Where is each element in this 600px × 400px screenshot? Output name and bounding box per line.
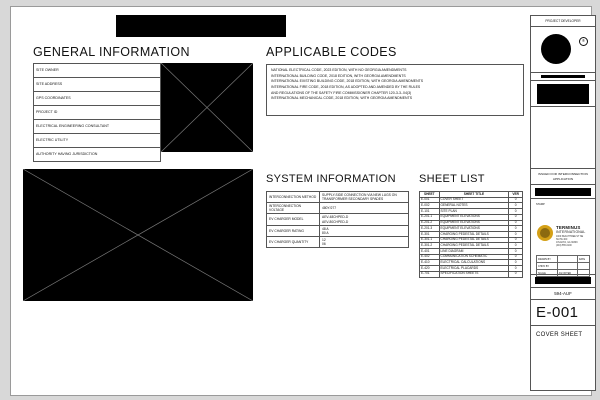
sheet-number: E-201.3 <box>420 226 440 232</box>
table-row <box>267 192 409 203</box>
sheet-version: 0 <box>509 266 523 272</box>
issued-for-note <box>531 169 595 185</box>
sheet-title: EQUIPMENT ELEVATIONS <box>439 220 509 226</box>
detail-extra: DATE <box>577 256 589 263</box>
logo-mark-icon <box>541 34 571 64</box>
detail-key: DRAWN BY <box>537 256 558 263</box>
sheet-title: ELECTRICAL PLACARDS <box>439 266 509 272</box>
detail-extra <box>577 263 589 270</box>
sheet-title: CHARGING PEDESTAL DETAILS <box>439 237 509 243</box>
sheet-number: E-402 <box>420 254 440 260</box>
sheet-number: E-201.2 <box>420 220 440 226</box>
code-line: NATIONAL ELECTRICAL CODE, 2023 EDITION, WITH NO GEORGIA AMENDMENTS <box>271 68 407 72</box>
project-number: 594-AUF <box>531 288 595 300</box>
sheet-number: E-002 <box>420 203 440 209</box>
system-info-key: EV CHARGER MODEL <box>267 214 320 225</box>
column-header-sheet-title: SHEET TITLE <box>439 192 509 198</box>
sheet-number: E-201.1 <box>420 214 440 220</box>
sheet-version: 0 <box>509 249 523 255</box>
system-info-key: INTERCONNECTION METHOD <box>267 192 320 203</box>
sheet-title: EQUIPMENT ELEVATIONS <box>439 214 509 220</box>
sheet-list-heading: SHEET LIST <box>419 173 485 185</box>
system-info-key: EV CHARGER QUANTITY <box>267 236 320 247</box>
code-line: INTERNATIONAL BUILDING CODE, 2018 EDITION, WITH GEORGIA AMENDMENTS <box>271 73 406 78</box>
system-info-value: SUPPLY-SIDE CONNECTION VIA NEW LUGS ON TRANSFORMER SECONDARY SPADES <box>320 192 409 203</box>
system-information-table <box>266 191 409 248</box>
sheet-number: E-401 <box>420 249 440 255</box>
system-info-value: AEV-48CHPED-D AEV-80CHPED-D <box>320 214 409 225</box>
drawing-sheet <box>10 6 592 396</box>
general-info-row-label: SITE ADDRESS <box>34 78 161 92</box>
code-line: INTERNATIONAL FIRE CODE, 2018 EDITION, AS ADOPTED AND AMENDED BY THE RULES <box>271 84 421 89</box>
sheet-version: 0 <box>509 271 523 277</box>
table-row <box>34 64 161 78</box>
sheet-title: COVER SHEET <box>439 197 509 203</box>
system-info-value: 48 A 80 A <box>320 225 409 236</box>
sheet-number: E-410 <box>420 260 440 266</box>
revision-history-area <box>531 107 595 169</box>
applicable-codes-list <box>266 64 524 116</box>
sheet-title: ELECTRICAL CALCULATIONS <box>439 260 509 266</box>
stamp-label: STAMP <box>536 203 545 206</box>
table-row <box>34 120 161 134</box>
sheet-version: 0 <box>509 209 523 215</box>
redacted-header-bar <box>116 15 286 37</box>
system-info-value: 480Y/277 <box>320 203 409 214</box>
project-developer-label: PROJECT DEVELOPER <box>531 16 595 27</box>
seal-inner-icon <box>540 228 550 238</box>
table-row <box>537 263 590 270</box>
sheet-version: 0 <box>509 214 523 220</box>
detail-key: CHK'D BY <box>537 263 558 270</box>
sheet-title-large: COVER SHEET <box>536 332 583 338</box>
sheet-title: COMMUNICATION SCHEMATIC <box>439 254 509 260</box>
table-row <box>34 134 161 148</box>
sheet-title: CHARGING PEDESTAL DETAILS <box>439 231 509 237</box>
sheet-version: 0 <box>509 197 523 203</box>
general-information-heading: GENERAL INFORMATION <box>33 45 190 59</box>
firm-name: TERMINUS <box>556 225 581 230</box>
redaction-bar <box>541 75 585 78</box>
redacted-project-info <box>531 81 595 107</box>
general-info-row-label: GPS COORDINATES <box>34 92 161 106</box>
sheet-number: E-301 <box>420 231 440 237</box>
developer-logo <box>531 27 595 73</box>
firm-address: 1000 PEACHTREE ST NE SUITE 400 ATLANTA, GA 30309 (404) 555-0100 <box>556 236 584 247</box>
general-info-row-label: SITE OWNER <box>34 64 161 78</box>
placeholder-cross-icon <box>23 169 253 301</box>
redacted-project-title <box>531 275 595 288</box>
detail-value <box>557 263 577 270</box>
sheet-version: 0 <box>509 226 523 232</box>
applicable-codes-heading: APPLICABLE CODES <box>266 45 397 59</box>
engineer-stamp-block <box>531 199 595 275</box>
sheet-number: E-420 <box>420 266 440 272</box>
system-info-key: EV CHARGER RATING <box>267 225 320 236</box>
table-row <box>267 236 409 247</box>
firm-name-secondary: INTERNATIONAL <box>556 230 586 234</box>
redacted-developer-name <box>531 73 595 81</box>
redaction-bar <box>535 188 591 196</box>
system-info-value: 12 06 <box>320 236 409 247</box>
sheet-title: GENERAL NOTES <box>439 203 509 209</box>
placeholder-cross-icon <box>161 63 253 152</box>
system-info-key: INTERCONNECTION VOLTAGE <box>267 203 320 214</box>
table-row <box>420 271 523 277</box>
drawing-detail-table <box>536 255 590 277</box>
detail-value <box>557 256 577 263</box>
table-row <box>267 225 409 236</box>
issued-for-text: ISSUED FOR INTERCONNECTION APPLICATION <box>538 172 588 181</box>
sheet-number: E-301.2 <box>420 243 440 249</box>
sheet-list-table <box>419 191 523 278</box>
sheet-number: E-001 <box>420 197 440 203</box>
sheet-number: E-301.1 <box>420 237 440 243</box>
sheet-title: SITE PLAN <box>439 209 509 215</box>
sheet-version: 0 <box>509 203 523 209</box>
code-line: INTERNATIONAL MECHANICAL CODE, 2018 EDITION, WITH GEORGIA AMENDMENTS <box>271 96 413 101</box>
redacted-client-block <box>531 185 595 199</box>
sheet-number-large: E-001 <box>531 300 595 326</box>
general-info-row-label: PROJECT ID <box>34 106 161 120</box>
sheet-version: 0 <box>509 231 523 237</box>
redacted-vicinity-map <box>161 63 253 152</box>
table-row <box>267 214 409 225</box>
column-header-sheet: SHEET <box>420 192 440 198</box>
detail-key: SCALE <box>537 270 558 277</box>
table-row <box>34 92 161 106</box>
sheet-version: 0 <box>509 220 523 226</box>
general-info-row-label: ELECTRIC UTILITY <box>34 134 161 148</box>
system-information-heading: SYSTEM INFORMATION <box>266 173 396 185</box>
table-row <box>537 256 590 263</box>
code-line: AND REGULATIONS OF THE SAFETY FIRE COMMISSIONER CHAPTER 120-3-3-.04(3) <box>271 90 412 95</box>
sheet-version: 0 <box>509 243 523 249</box>
title-block <box>530 15 596 391</box>
sheet-number: E-701 <box>420 271 440 277</box>
table-row <box>267 203 409 214</box>
sheet-version: 0 <box>509 260 523 266</box>
code-line: INTERNATIONAL EXISTING BUILDING CODE, 2018 EDITION, WITH GEORGIA AMENDMENTS <box>271 79 424 84</box>
sheet-title: EQUIPMENT ELEVATIONS <box>439 226 509 232</box>
sheet-title: LINE DIAGRAM <box>439 249 509 255</box>
table-row <box>34 148 161 162</box>
registered-trademark-icon: ® <box>579 37 588 46</box>
sheet-version: 0 <box>509 254 523 260</box>
table-row <box>34 78 161 92</box>
table-row <box>34 106 161 120</box>
sheet-title: SPECIFICATION SHEETS <box>439 271 509 277</box>
general-information-table <box>33 63 161 162</box>
redaction-bar <box>537 84 589 104</box>
sheet-number: E-101 <box>420 209 440 215</box>
redaction-bar <box>535 277 591 284</box>
sheet-title: CHARGING PEDESTAL DETAILS <box>439 243 509 249</box>
detail-value: AS NOTED <box>557 270 577 277</box>
sheet-version: 0 <box>509 237 523 243</box>
column-header-ver: VER <box>509 192 523 198</box>
general-info-row-label: AUTHORITY HAVING JURISDICTION <box>34 148 161 162</box>
general-info-row-label: ELECTRICAL ENGINEERING CONSULTANT <box>34 120 161 134</box>
redacted-site-image <box>23 169 253 301</box>
